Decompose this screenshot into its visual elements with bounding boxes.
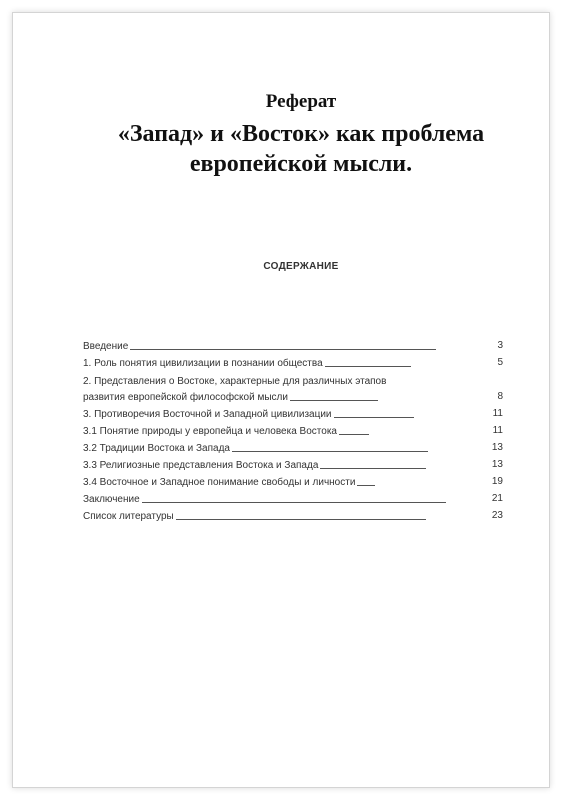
toc-entry-page: 13 [491, 459, 503, 470]
toc-entry [83, 335, 503, 352]
toc-leader-line [130, 349, 436, 350]
toc-entry [83, 488, 503, 505]
toc-entry [83, 437, 503, 454]
document-page [12, 12, 550, 788]
toc-entry-text: 3.4 Восточное и Западное понимание свободы и личности [83, 477, 356, 488]
toc-entry [83, 352, 503, 369]
toc-entry-page: 11 [492, 408, 503, 419]
toc-entry-text: Заключение [83, 494, 140, 505]
toc-leader-line [325, 366, 411, 367]
toc-leader-line [176, 519, 426, 520]
toc-entry-page: 3 [497, 340, 503, 351]
toc-leader-line [142, 502, 446, 503]
table-of-contents [83, 335, 503, 522]
document-title-line-2: европейской мысли. [189, 151, 413, 177]
toc-entry-page: 8 [497, 391, 503, 402]
toc-entry-page: 11 [492, 425, 503, 436]
toc-leader-line [357, 485, 375, 486]
toc-entry-text: 3.3 Религиозные представления Востока и Запада [83, 460, 319, 471]
toc-entry [83, 505, 503, 522]
toc-entry [83, 387, 503, 403]
toc-entry-page: 23 [491, 510, 503, 521]
toc-entry-text: 3.2 Традиции Востока и Запада [83, 443, 230, 454]
toc-leader-line [339, 434, 369, 435]
document-type-label: Реферат [265, 91, 337, 112]
toc-entry-text: Введение [83, 341, 129, 352]
document-title-line-1: «Запад» и «Восток» как проблема [117, 121, 485, 147]
toc-entry-text: 3.1 Понятие природы у европейца и человека Востока [83, 426, 337, 437]
toc-entry [83, 369, 503, 387]
toc-entry [83, 420, 503, 437]
toc-leader-line [320, 468, 426, 469]
toc-entry [83, 454, 503, 471]
toc-entry-text: развития европейской философской мысли [83, 392, 288, 403]
toc-entry-page: 5 [497, 357, 503, 368]
document-title [13, 119, 549, 179]
toc-entry-page: 13 [491, 442, 503, 453]
toc-leader-line [290, 400, 378, 401]
toc-entry-text: 1. Роль понятия цивилизации в познании общества [83, 358, 323, 369]
toc-entry [83, 403, 503, 420]
toc-entry-text: 2. Представления о Востоке, характерные для различных этапов [83, 376, 387, 387]
toc-entry-text: Список литературы [83, 511, 174, 522]
toc-entry-page: 19 [491, 476, 503, 487]
toc-entry-text: 3. Противоречия Восточной и Западной цивилизации [83, 409, 332, 420]
toc-leader-line [334, 417, 414, 418]
toc-heading: СОДЕРЖАНИЕ [263, 261, 339, 272]
toc-leader-line [232, 451, 428, 452]
toc-entry [83, 471, 503, 488]
toc-entry-page: 21 [491, 493, 503, 504]
